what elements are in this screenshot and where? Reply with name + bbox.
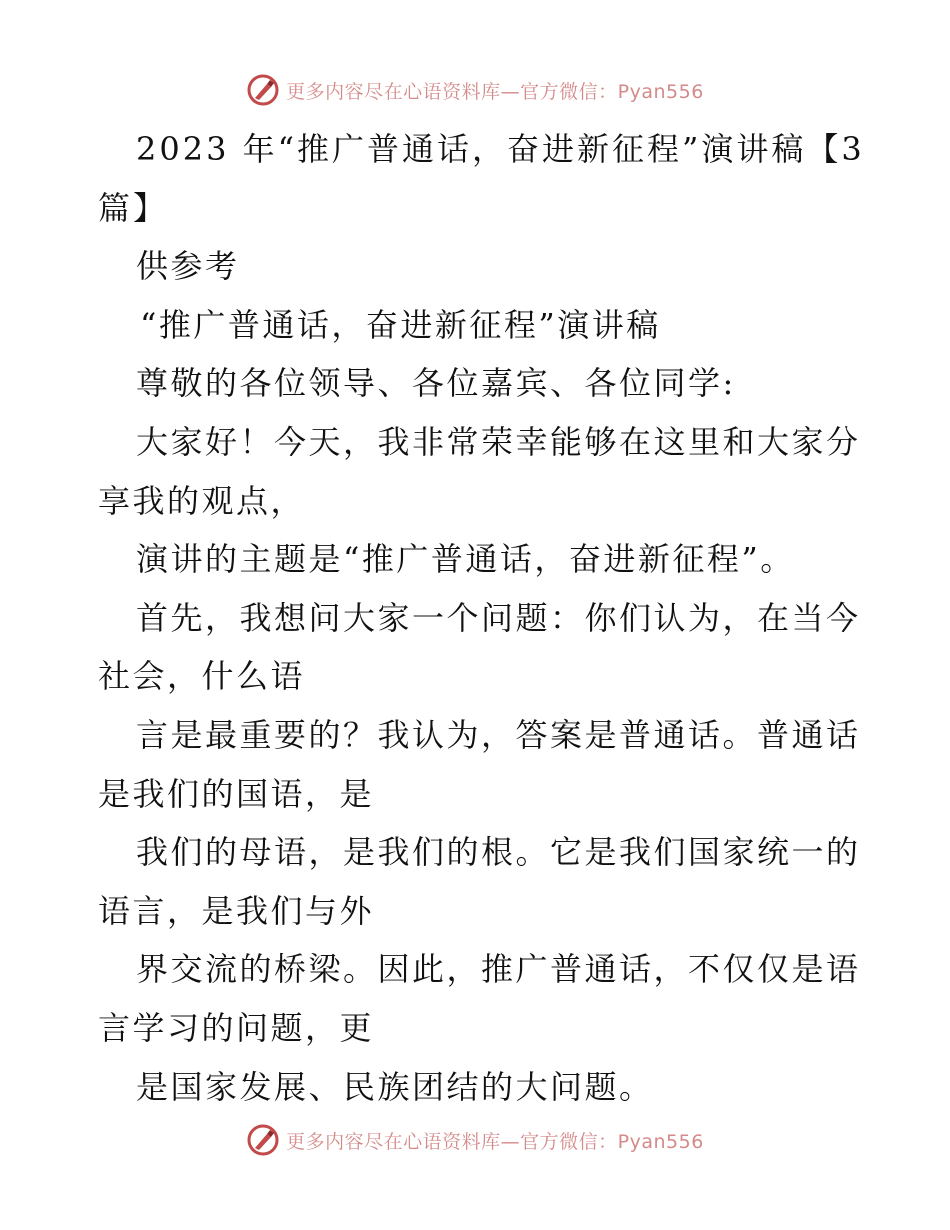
paragraph-line: 界交流的桥梁。因此，推广普通话，不仅仅是语 [136, 950, 861, 989]
paragraph-line: 大家好！今天，我非常荣幸能够在这里和大家分 [136, 422, 861, 461]
paragraph-line: 演讲的主题是“推广普通话，奋进新征程”。 [136, 540, 795, 579]
paragraph-line: 是国家发展、民族团结的大问题。 [136, 1067, 654, 1106]
paragraph-line: 言学习的问题，更 [98, 1008, 375, 1047]
document-title-line-1: 2023 年“推广普通话，奋进新征程”演讲稿【3 [136, 130, 865, 168]
document-body [98, 120, 865, 1116]
paragraph-line: 是我们的国语，是 [98, 774, 375, 813]
speech-subtitle: “推广普通话，奋进新征程”演讲稿 [140, 305, 661, 344]
paragraph-line: 语言，是我们与外 [98, 891, 375, 930]
pen-circle-logo-icon [246, 73, 280, 107]
paragraph-line: 社会，什么语 [98, 657, 306, 696]
pen-circle-logo-icon [246, 1123, 280, 1157]
document-title-line-2: 篇】 [98, 188, 169, 227]
watermark-text: 更多内容尽在心语资料库—官方微信：Pyan556 [286, 1130, 704, 1153]
paragraph-line: 尊敬的各位领导、各位嘉宾、各位同学: [136, 364, 736, 403]
paragraph-line: 首先，我想问大家一个问题：你们认为，在当今 [136, 598, 861, 637]
watermark-text: 更多内容尽在心语资料库—官方微信：Pyan556 [286, 80, 704, 103]
reference-note: 供参考 [136, 247, 240, 286]
header-watermark [0, 70, 950, 110]
footer-watermark [0, 1120, 950, 1160]
paragraph-line: 我们的母语，是我们的根。它是我们国家统一的 [136, 833, 861, 872]
paragraph-line: 言是最重要的？我认为，答案是普通话。普通话 [136, 715, 861, 754]
paragraph-line: 享我的观点， [98, 481, 306, 520]
